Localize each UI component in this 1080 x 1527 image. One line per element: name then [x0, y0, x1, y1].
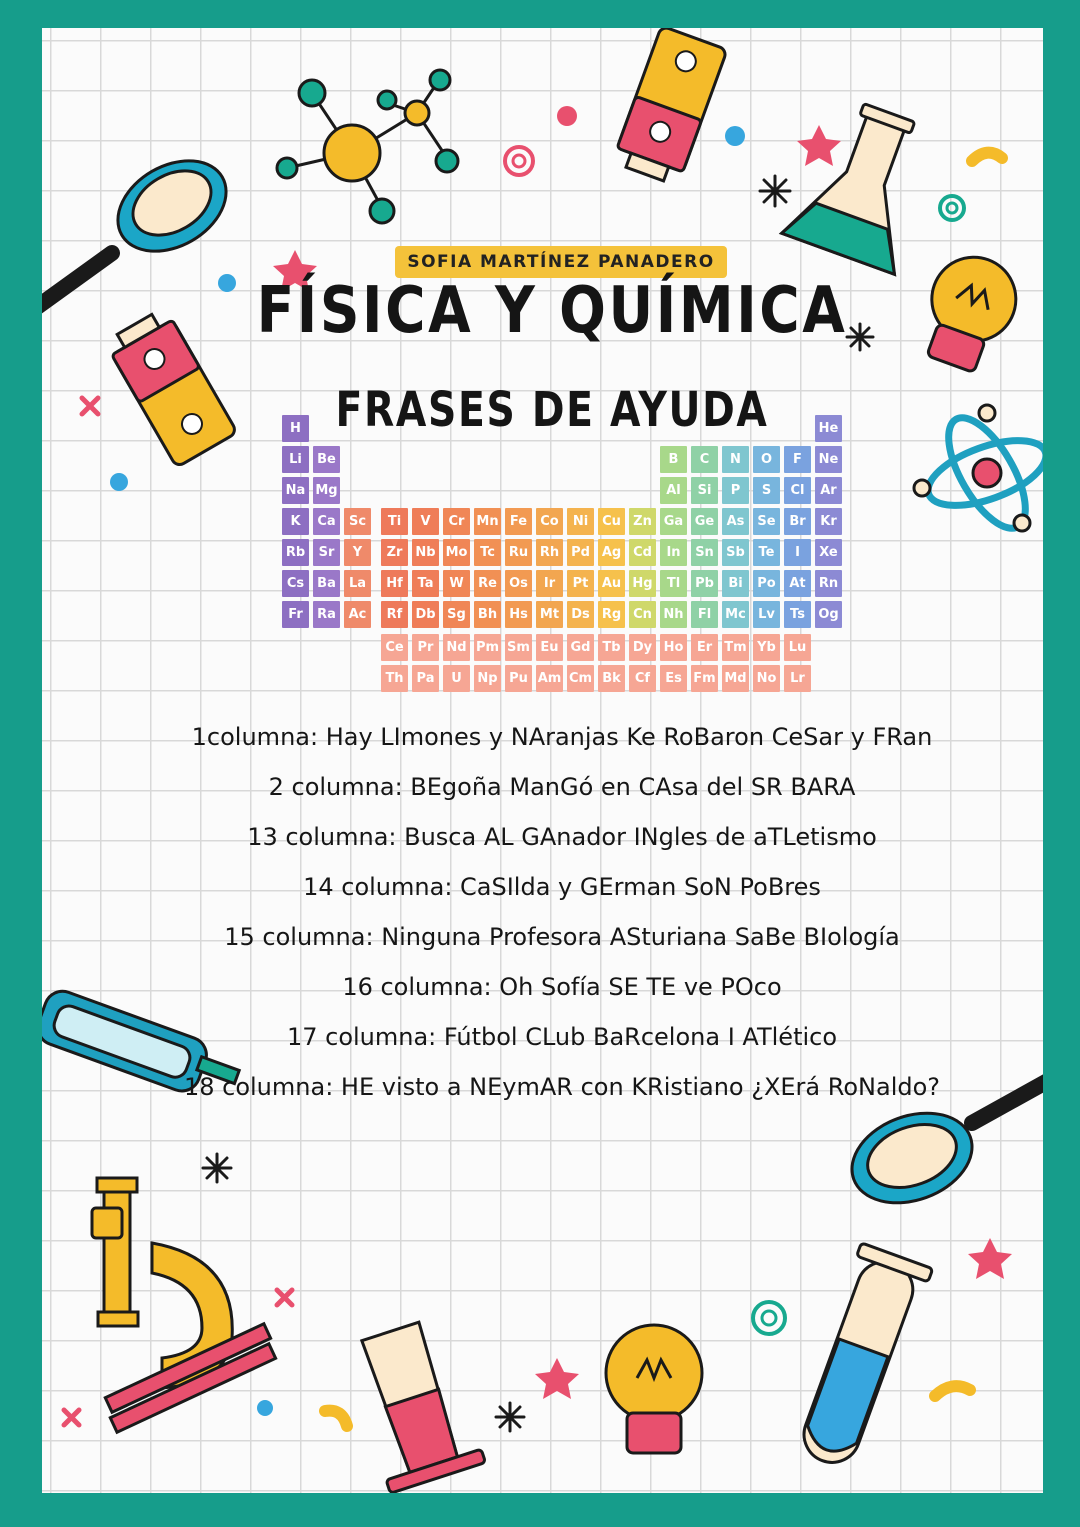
element-cell: Xe	[815, 539, 842, 566]
element-cell: Ra	[313, 601, 340, 628]
page-title: FÍSICA Y QUÍMICA	[256, 274, 848, 348]
element-cell: Am	[536, 665, 563, 692]
element-cell: Er	[691, 634, 718, 661]
element-cell: Rn	[815, 570, 842, 597]
element-cell: Br	[784, 508, 811, 535]
beaker-icon	[343, 1316, 486, 1493]
element-cell: Mo	[443, 539, 470, 566]
element-cell: Mn	[474, 508, 501, 535]
element-cell: Po	[753, 570, 780, 597]
element-cell: Ce	[381, 634, 408, 661]
element-cell: F	[784, 446, 811, 473]
element-cell: Bh	[474, 601, 501, 628]
element-cell: Sn	[691, 539, 718, 566]
element-cell: Mg	[313, 477, 340, 504]
element-cell: Ge	[691, 508, 718, 535]
element-cell: Fr	[282, 601, 309, 628]
element-cell: Pr	[412, 634, 439, 661]
element-cell: Lv	[753, 601, 780, 628]
element-cell: Li	[282, 446, 309, 473]
element-cell: Si	[691, 477, 718, 504]
battery-icon	[612, 28, 727, 186]
test-tube-icon	[787, 1243, 933, 1474]
element-cell: Bi	[722, 570, 749, 597]
mnemonic-phrase: 16 columna: Oh Sofía SE TE ve POco	[342, 973, 782, 1001]
mnemonic-phrase: 17 columna: Fútbol CLub BaRcelona I ATlético	[286, 1023, 838, 1051]
element-cell: Fm	[691, 665, 718, 692]
element-cell: Rb	[282, 539, 309, 566]
element-cell: Tb	[598, 634, 625, 661]
element-cell: Mt	[536, 601, 563, 628]
element-cell: N	[722, 446, 749, 473]
element-cell: Ti	[381, 508, 408, 535]
element-cell: Db	[412, 601, 439, 628]
element-cell: Al	[660, 477, 687, 504]
element-cell: U	[443, 665, 470, 692]
element-cell: Au	[598, 570, 625, 597]
mnemonic-phrase: 15 columna: Ninguna Profesora ASturiana SaBe BIología	[224, 923, 900, 951]
battery-icon	[104, 307, 237, 468]
element-cell: I	[784, 539, 811, 566]
element-cell: Sb	[722, 539, 749, 566]
atom-icon	[914, 405, 1043, 540]
element-cell: Be	[313, 446, 340, 473]
element-cell: Pb	[691, 570, 718, 597]
element-cell: Ru	[505, 539, 532, 566]
element-cell: No	[753, 665, 780, 692]
element-cell: Nb	[412, 539, 439, 566]
lightbulb-icon	[911, 245, 1028, 378]
element-cell: Rh	[536, 539, 563, 566]
element-cell: Bk	[598, 665, 625, 692]
element-cell: As	[722, 508, 749, 535]
element-cell: Mc	[722, 601, 749, 628]
element-cell: Cm	[567, 665, 594, 692]
element-cell: Rf	[381, 601, 408, 628]
element-cell: Cf	[629, 665, 656, 692]
element-cell: Ta	[412, 570, 439, 597]
page-subtitle: FRASES DE AYUDA	[335, 382, 769, 438]
element-cell: Sm	[505, 634, 532, 661]
element-cell: Se	[753, 508, 780, 535]
element-cell: V	[412, 508, 439, 535]
element-cell: Np	[474, 665, 501, 692]
element-cell: Gd	[567, 634, 594, 661]
element-cell: Cs	[282, 570, 309, 597]
element-cell: Lu	[784, 634, 811, 661]
author-label: SOFIA MARTÍNEZ PANADERO	[395, 246, 727, 278]
element-cell: Cr	[443, 508, 470, 535]
element-cell: Na	[282, 477, 309, 504]
element-cell: Tl	[660, 570, 687, 597]
element-cell: Zr	[381, 539, 408, 566]
element-cell: Y	[344, 539, 371, 566]
element-cell: Fl	[691, 601, 718, 628]
element-cell: Ni	[567, 508, 594, 535]
mnemonic-phrase: 14 columna: CaSIlda y GErman SoN PoBres	[303, 873, 821, 901]
element-cell: Te	[753, 539, 780, 566]
element-cell: Nd	[443, 634, 470, 661]
element-cell: Yb	[753, 634, 780, 661]
element-cell: Sg	[443, 601, 470, 628]
element-cell: Pt	[567, 570, 594, 597]
element-cell: At	[784, 570, 811, 597]
element-cell: C	[691, 446, 718, 473]
element-cell: H	[282, 415, 309, 442]
element-cell: Co	[536, 508, 563, 535]
element-cell: Os	[505, 570, 532, 597]
flask-icon	[782, 92, 946, 274]
element-cell: Ga	[660, 508, 687, 535]
element-cell: Es	[660, 665, 687, 692]
element-cell: Ir	[536, 570, 563, 597]
element-cell: W	[443, 570, 470, 597]
element-cell: Pm	[474, 634, 501, 661]
molecule-icon	[277, 70, 458, 223]
element-cell: Ts	[784, 601, 811, 628]
mnemonic-phrase: 13 columna: Busca AL GAnador INgles de aTLetismo	[247, 823, 877, 851]
element-cell: Th	[381, 665, 408, 692]
element-cell: K	[282, 508, 309, 535]
mnemonic-phrase: 2 columna: BEgoña ManGó en CAsa del SR BARA	[268, 773, 856, 801]
element-cell: He	[815, 415, 842, 442]
element-cell: Cn	[629, 601, 656, 628]
element-cell: S	[753, 477, 780, 504]
element-cell: Ag	[598, 539, 625, 566]
element-cell: Hf	[381, 570, 408, 597]
element-cell: Ne	[815, 446, 842, 473]
element-cell: Hg	[629, 570, 656, 597]
element-cell: O	[753, 446, 780, 473]
element-cell: Cu	[598, 508, 625, 535]
worksheet-page	[42, 28, 1043, 1493]
element-cell: P	[722, 477, 749, 504]
element-cell: Pa	[412, 665, 439, 692]
element-cell: Nh	[660, 601, 687, 628]
element-cell: Md	[722, 665, 749, 692]
lightbulb-icon	[606, 1325, 702, 1453]
element-cell: Fe	[505, 508, 532, 535]
element-cell: Eu	[536, 634, 563, 661]
element-cell: Ac	[344, 601, 371, 628]
element-cell: Og	[815, 601, 842, 628]
element-cell: Ba	[313, 570, 340, 597]
element-cell: Dy	[629, 634, 656, 661]
element-cell: B	[660, 446, 687, 473]
element-cell: Ar	[815, 477, 842, 504]
element-cell: Ca	[313, 508, 340, 535]
element-cell: Tc	[474, 539, 501, 566]
magnifying-glass-icon	[42, 142, 242, 318]
element-cell: Pu	[505, 665, 532, 692]
element-cell: Sc	[344, 508, 371, 535]
element-cell: Kr	[815, 508, 842, 535]
element-cell: Cd	[629, 539, 656, 566]
element-cell: Rg	[598, 601, 625, 628]
element-cell: In	[660, 539, 687, 566]
element-cell: Zn	[629, 508, 656, 535]
element-cell: Sr	[313, 539, 340, 566]
element-cell: Cl	[784, 477, 811, 504]
microscope-icon	[92, 1178, 276, 1432]
mnemonic-phrase: 18 columna: HE visto a NEymAR con KRistiano ¿XErá RoNaldo?	[183, 1073, 941, 1101]
element-cell: Re	[474, 570, 501, 597]
element-cell: Tm	[722, 634, 749, 661]
element-cell: Ho	[660, 634, 687, 661]
element-cell: La	[344, 570, 371, 597]
element-cell: Lr	[784, 665, 811, 692]
element-cell: Hs	[505, 601, 532, 628]
element-cell: Pd	[567, 539, 594, 566]
element-cell: Ds	[567, 601, 594, 628]
mnemonic-phrase: 1columna: Hay LImones y NAranjas Ke RoBaron CeSar y FRan	[191, 723, 933, 751]
